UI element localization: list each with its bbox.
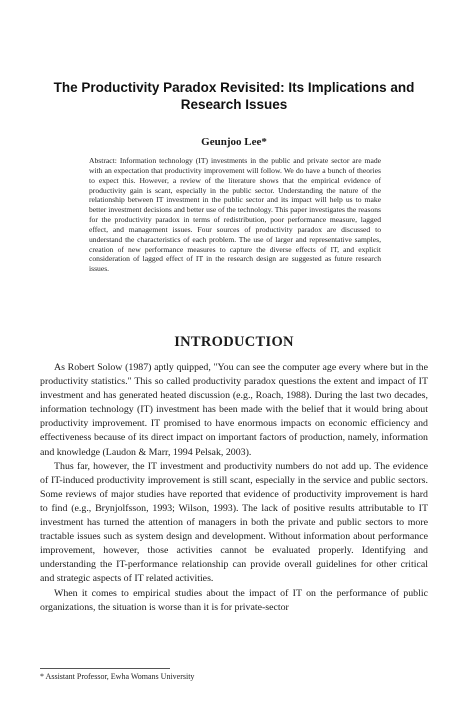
footnote: * Assistant Professor, Ewha Womans University	[40, 672, 195, 681]
author-name: Geunjoo Lee*	[201, 136, 267, 148]
title-line-2: Research Issues	[180, 97, 288, 112]
title-line-1: The Productivity Paradox Revisited: Its Implications and	[53, 80, 415, 95]
paragraph: When it comes to empirical studies about the impact of IT on the performance of public organizations, the situation is worse than it is for private-sector	[40, 587, 428, 613]
abstract	[89, 156, 381, 274]
section-heading: INTRODUCTION	[174, 334, 294, 350]
body-text	[40, 361, 428, 615]
footnote-divider	[40, 668, 170, 669]
abstract-label: Abstract:	[89, 156, 117, 165]
paper-title	[40, 79, 428, 113]
paragraph: As Robert Solow (1987) aptly quipped, "You can see the computer age every where but in the productivity statistics." This so called productivity paradox questions the extent and impact of IT investment and has generated heated discussion (e.g., Roach, 1988). During the last two decades, information technology (IT) investment has been made with the belief that it would bring about productivity improvement. IT promised to have enormous impacts on economic efficiency and effectiveness because of its direct impact on important factors of production, namely, information and knowledge (Laudon & Marr, 1994 Pelsak, 2003).	[40, 362, 428, 458]
paragraph: Thus far, however, the IT investment and productivity numbers do not add up. The evidence of IT-induced productivity improvement is still scant, especially in the service and public sectors. Some reviews of major studies have reported that evidence of productivity improvement is hard to find (e.g., Brynjolfsson, 1993; Wilson, 1993). The lack of positive results attributable to IT investment has turned the attention of managers in both the private and public sectors to more tractable issues such as system design and development. Without information about performance improvement, however, those activities cannot be evaluated properly. Identifying and understanding the IT-performance relationship can provide overall guidelines for other critical and strategic aspects of IT related activities.	[40, 460, 428, 585]
abstract-text: Information technology (IT) investments in the public and private sector are made with an expectation that productivity improvement will follow. We do have a bunch of theories to expect this. However, a review of the literature shows that the empirical evidence of productivity gain is scant, especially in the public sector. Understanding the nature of the relationship between IT investment in the public sector and its impact will help us to make better investment decisions and better use of the technology. This paper investigates the reasons for the productivity paradox in terms of redistribution, poor performance measure, lagged effect, and management issues. Four sources of productivity paradox are discussed to understand the characteristics of each problem. The use of larger and representative samples, creation of new performance measures to capture the diverse effects of IT, and explicit consideration of lagged effect of IT in the research design are suggested as future research issues.	[89, 156, 381, 274]
